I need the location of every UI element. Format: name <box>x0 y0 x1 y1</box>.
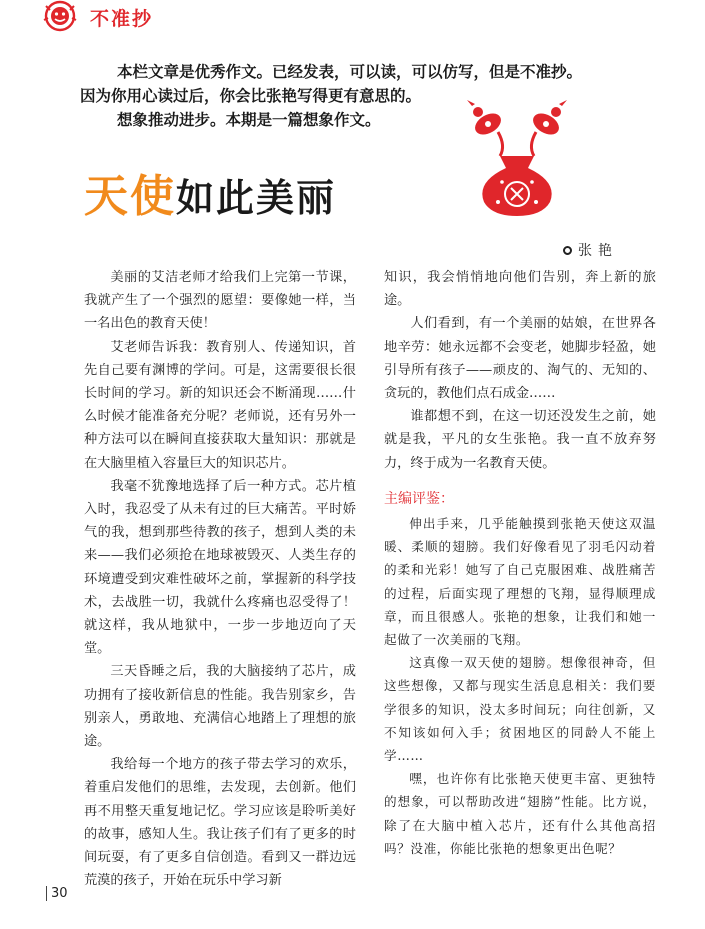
intro-line-2: 因为你用心读过后，你会比张艳写得更有意思的。 <box>80 87 422 105</box>
page-number: 30 <box>46 886 68 901</box>
article-title <box>84 160 336 220</box>
author-name: 张艳 <box>578 243 618 259</box>
bullet-icon <box>563 246 572 255</box>
article-paragraph: 人们看到，有一个美丽的姑娘，在世界各地辛劳：她永远都不会变老，她脚步轻盈，她引导所有孩子——顽皮的、淘气的、无知的、贪玩的，教他们点石成金…… <box>384 316 656 402</box>
paper-cut-mice-money-bag-icon <box>462 98 572 218</box>
editor-comment-paragraph: 嘿，也许你有比张艳天使更丰富、更独特的想象，可以帮助改进“翅膀”性能。比方说，除了在大脑中植入芯片，还有什么其他高招吗？没准，你能比张艳的想象更出色呢？ <box>384 771 656 856</box>
article-paragraph: 我毫不犹豫地选择了后一种方式。芯片植入时，我忍受了从未有过的巨大痛苦。平时娇气的我，想到那些待教的孩子，想到人类的未来——我们必须抢在地球被毁灭、人类生存的环境遭受到灾难性破坏之前，掌握新的科学技术，去战胜一切，我就什么疼痛也忍受得了！就这样，我从地狱中，一步一步地迈向了天堂。 <box>84 478 356 657</box>
editor-comment-paragraph: 伸出手来，几乎能触摸到张艳天使这双温暖、柔顺的翅膀。我们好像看见了羽毛闪动着的柔和光彩！她写了自己克服困难、战胜痛苦的过程，后面实现了理想的飞翔，显得顺理成章，而且很感人。张艳的想象，让我们和她一起做了一次美丽的飞翔。 <box>384 516 656 648</box>
title-part-1: 天使 <box>84 171 176 222</box>
article-paragraph: 谁都想不到，在这一切还没发生之前，她就是我，平凡的女生张艳。我一直不放弃努力，终于成为一名教育天使。 <box>384 409 656 471</box>
article-paragraph: 艾老师告诉我：教育别人、传递知识，首先自己要有渊博的学问。可是，这需要很长很长时间的学习。新的知识还会不断涌现……什么时候才能准备充分呢？老师说，还有另外一种方法可以在瞬间直接获取大量知识：那就是在大脑里植入容量巨大的知识芯片。 <box>84 339 356 471</box>
article-paragraph: 三天昏睡之后，我的大脑接纳了芯片，成功拥有了接收新信息的性能。我告别家乡，告别亲人，勇敢地、充满信心地踏上了理想的旅途。 <box>84 664 356 750</box>
author-byline <box>563 240 618 260</box>
column-name: 不准抄 <box>90 8 154 30</box>
title-part-2: 如此美丽 <box>176 176 337 220</box>
article-paragraph: 我给每一个地方的孩子带去学习的欢乐，着重启发他们的思维，去发现，去创新。他们再不用整天重复地记忆。学习应该是聆听美好的故事，感知人生。我让孩子们有了更多的时间玩耍，有了更多自信创造。看到又一群边远荒漠的孩子，开始在玩乐中学习新 <box>84 757 356 889</box>
article-paragraph-continued: 知识，我会悄悄地向他们告别，奔上新的旅途。 <box>384 270 656 309</box>
article-column-left <box>84 266 356 892</box>
article-column-right <box>384 266 656 860</box>
lion-head-icon <box>40 0 80 32</box>
intro-line-1: 本栏文章是优秀作文。已经发表，可以读，可以仿写，但是不准抄。 <box>117 63 583 81</box>
editor-comment-title: 主编评鉴： <box>384 490 454 507</box>
editor-comment-paragraph: 这真像一双天使的翅膀。想像很神奇，但这些想像，又都与现实生活息息相关：我们要学很多的知识，没太多时间玩；向往创新，又不知该如何入手；贫困地区的同龄人不能上学…… <box>384 655 656 764</box>
intro-line-3: 想象推动进步。本期是一篇想象作文。 <box>117 111 381 129</box>
article-paragraph: 美丽的艾洁老师才给我们上完第一节课，我就产生了一个强烈的愿望：要像她一样，当一名出色的教育天使！ <box>84 270 356 332</box>
